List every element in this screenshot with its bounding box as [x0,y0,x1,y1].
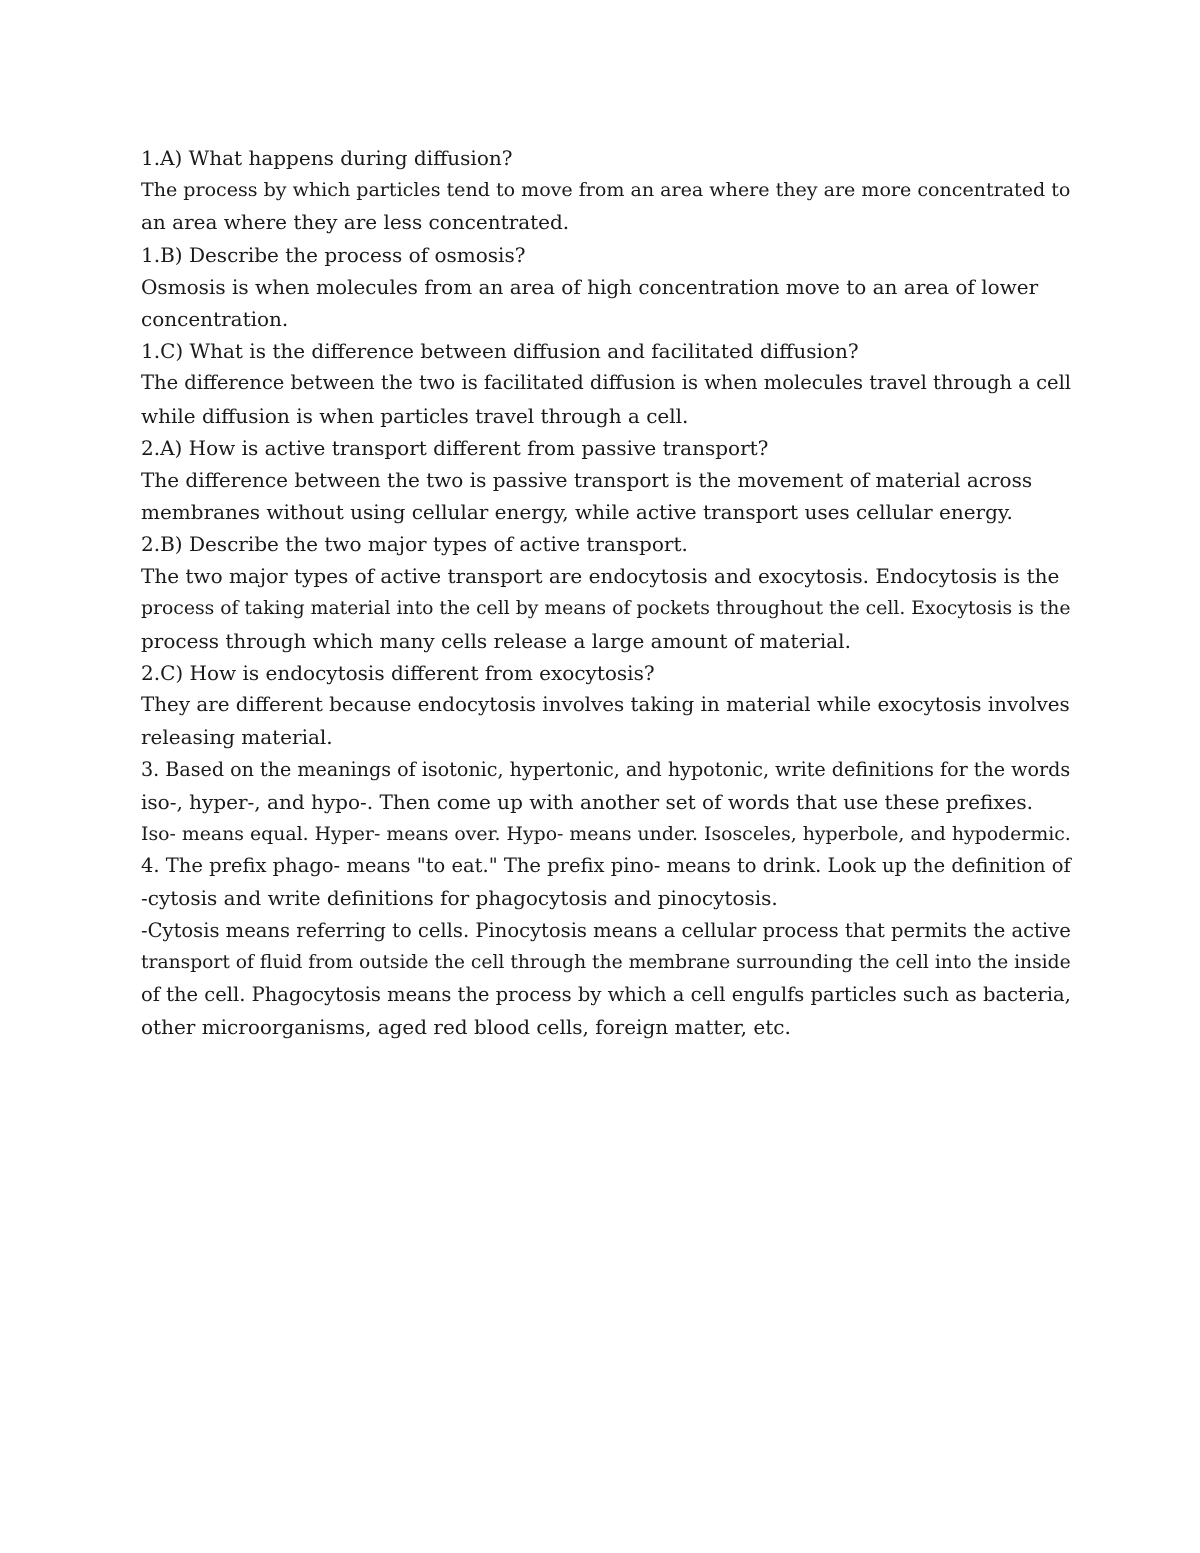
answer-3: Iso- means equal. Hyper- means over. Hypo- means under. Isosceles, hyperbole, and hypodermic. [141,822,1071,845]
question-2c: 2.C) How is endocytosis different from exocytosis? [141,661,655,685]
answer-2b-line-1: The two major types of active transport are endocytosis and exocytosis. Endocytosis is the [141,564,1060,589]
question-1a: 1.A) What happens during diffusion? [141,146,513,170]
answer-2a-line-1: The difference between the two is passive transport is the movement of material across [141,467,1033,492]
question-1c: 1.C) What is the difference between diffusion and facilitated diffusion? [141,339,859,364]
question-3-line-1: 3. Based on the meanings of isotonic, hypertonic, and hypotonic, write definitions for the words [141,757,1071,781]
answer-1c-line-2: while diffusion is when particles travel through a cell. [141,403,689,428]
answer-2b-line-3: process through which many cells release a large amount of material. [141,628,851,653]
answer-2b-line-2: process of taking material into the cell by means of pockets throughout the cell. Exocytosis is the [141,597,1071,619]
answer-4-line-2: transport of fluid from outside the cell through the membrane surrounding the cell into the inside [141,951,1071,973]
answer-4-line-1: -Cytosis means referring to cells. Pinocytosis means a cellular process that permits the active [141,918,1071,942]
question-2b: 2.B) Describe the two major types of active transport. [141,532,688,557]
question-1b: 1.B) Describe the process of osmosis? [141,242,526,267]
answer-1b-line-2: concentration. [141,306,289,331]
answer-2a-line-2: membranes without using cellular energy, while active transport uses cellular energy. [141,500,1013,525]
document-body [141,142,1071,1043]
answer-1b-line-1: Osmosis is when molecules from an area of high concentration move to an area of lower [141,274,1039,299]
answer-1a-line-1: The process by which particles tend to move from an area where they are more concentrated to [141,179,1071,202]
question-4-line-1: 4. The prefix phago- means "to eat." The prefix pino- means to drink. Look up the definition of [141,854,1071,878]
question-3-line-2: iso-, hyper-, and hypo-. Then come up with another set of words that use these prefixes. [141,789,1034,814]
answer-1a-line-2: an area where they are less concentrated. [141,210,570,235]
answer-4-line-3: of the cell. Phagocytosis means the process by which a cell engulfs particles such as bacteria, [141,982,1071,1006]
question-2a: 2.A) How is active transport different from passive transport? [141,435,769,460]
answer-4-line-4: other microorganisms, aged red blood cells, foreign matter, etc. [141,1015,791,1040]
answer-1c-line-1: The difference between the two is facilitated diffusion is when molecules travel through a cell [141,371,1072,395]
question-4-line-2: -cytosis and write definitions for phagocytosis and pinocytosis. [141,886,778,911]
answer-2c-line-2: releasing material. [141,725,333,750]
answer-2c-line-1: They are different because endocytosis involves taking in material while exocytosis involves [141,693,1070,717]
